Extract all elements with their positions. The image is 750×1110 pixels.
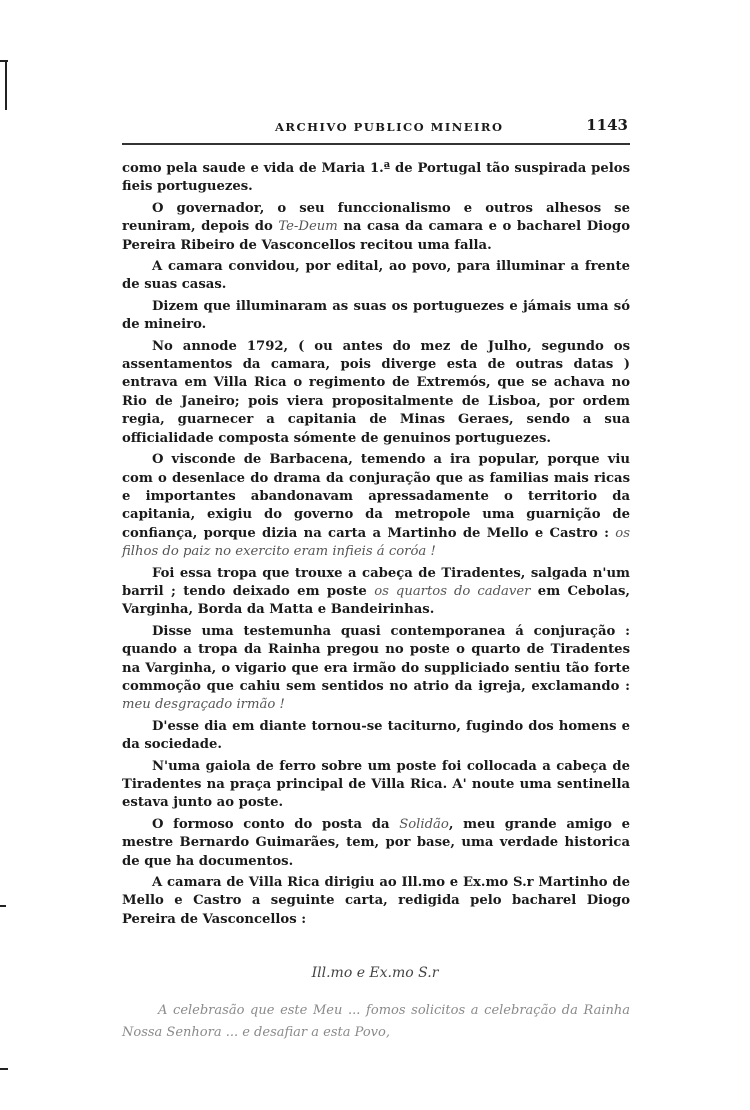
paragraph: [122, 816, 630, 871]
page-number: 1143: [586, 116, 628, 134]
paragraph: [122, 874, 630, 929]
paragraph-italic: Te-Deum: [278, 219, 338, 235]
paragraph: [122, 451, 630, 561]
paragraph-text: D'esse dia em diante tornou-se taciturno, fugindo dos homens e da sociedade.: [122, 718, 630, 753]
header-rule: [122, 143, 630, 145]
paragraph-text: N'uma gaiola de ferro sobre um poste foi collocada a cabeça de Tiradentes na praça principal de Villa Rica. A' noute uma sentinella estava junto ao poste.: [122, 758, 630, 811]
letter-salutation: Ill.mo e Ex.mo S.r: [311, 965, 439, 981]
paragraph-italic: os quartos do cadaver: [374, 583, 531, 599]
paragraph-text: O governador, o seu funccionalismo e outros alhesos se reuniram, depois do: [122, 200, 630, 235]
page-header: [120, 118, 630, 142]
paragraph-italic: meu desgraçado irmão !: [122, 697, 285, 713]
paragraph-italic: os filhos do paiz no exercito eram infieis á coróa !: [122, 525, 630, 560]
paragraph: [122, 160, 630, 197]
margin-mark: [0, 905, 6, 907]
paragraph-text: na casa da camara e o bacharel Diogo Pereira Ribeiro de Vasconcellos recitou uma falla.: [122, 219, 630, 253]
paragraph: [122, 258, 630, 295]
paragraph: [122, 298, 630, 335]
paragraph: [122, 565, 630, 620]
paragraph-text: No annode 1792, ( ou antes do mez de Julho, segundo os assentamentos da camara, pois diverge esta de outras datas ) entrava em Villa Rica o regimento de Extremós, que se achava no Rio de Janeiro; pois viera propositalmente de Lisboa, por ordem regia, guarnecer a capitania de Minas Geraes, sendo a sua officialidade composta sómente de genuinos portuguezes.: [122, 338, 630, 446]
paragraph-text: Disse uma testemunha quasi contemporanea á conjuração : quando a tropa da Rainha pregou no poste o quarto de Tiradentes na Varginha, o vigario que era irmão do suppliciado sentiu tão forte commoção que cahiu sem sentidos no atrio da igreja, exclamando :: [122, 623, 630, 694]
paragraph-text: Foi essa tropa que trouxe a cabeça de Tiradentes, salgada n'um barril ; tendo deixado em poste: [122, 565, 630, 599]
paragraph-text: , meu grande amigo e mestre Bernardo Guimarães, tem, por base, uma verdade historica de que ha documentos.: [122, 816, 630, 869]
body-text: [122, 160, 630, 932]
margin-mark: [5, 62, 7, 110]
paragraph-italic: Solidão: [399, 816, 449, 832]
paragraph-text: O visconde de Barbacena, temendo a ira popular, porque viu com o desenlace do drama da conjuração que as familias mais ricas e importantes abandonavam apressadamente o territorio da capitania, exigiu do governo da metropole uma guarnição de confiança, porque dizia na carta a Martinho de Mello e Castro :: [122, 452, 630, 541]
paragraph-text: O formoso conto do posta da: [152, 816, 400, 832]
margin-mark: [0, 1068, 8, 1070]
letter-text: A celebrasão que este Meu ... fomos solicitos a celebração da Rainha Nossa Senhora ... e desafiar a esta Povo,: [122, 1003, 630, 1040]
paragraph-text: como pela saude e vida de Maria 1.ª de Portugal tão suspirada pelos fieis portuguezes.: [122, 161, 630, 195]
paragraph-text: em Cebolas, Varginha, Borda da Matta e Bandeirinhas.: [122, 583, 631, 618]
paragraph: [122, 758, 630, 813]
paragraph-text: Dizem que illuminaram as suas os portuguezes e jámais uma só de mineiro.: [122, 298, 630, 333]
paragraph: [122, 718, 630, 755]
paragraph: [122, 200, 630, 255]
paragraph: [122, 623, 630, 715]
paragraph-text: A camara convidou, por edital, ao povo, para illuminar a frente de suas casas.: [122, 259, 630, 293]
paragraph: [122, 338, 630, 448]
paragraph-text: A camara de Villa Rica dirigiu ao Ill.mo e Ex.mo S.r Martinho de Mello e Castro a seguinte carta, redigida pelo bacharel Diogo Pereira de Vasconcellos :: [122, 875, 630, 927]
running-title: ARCHIVO PUBLICO MINEIRO: [275, 120, 504, 134]
